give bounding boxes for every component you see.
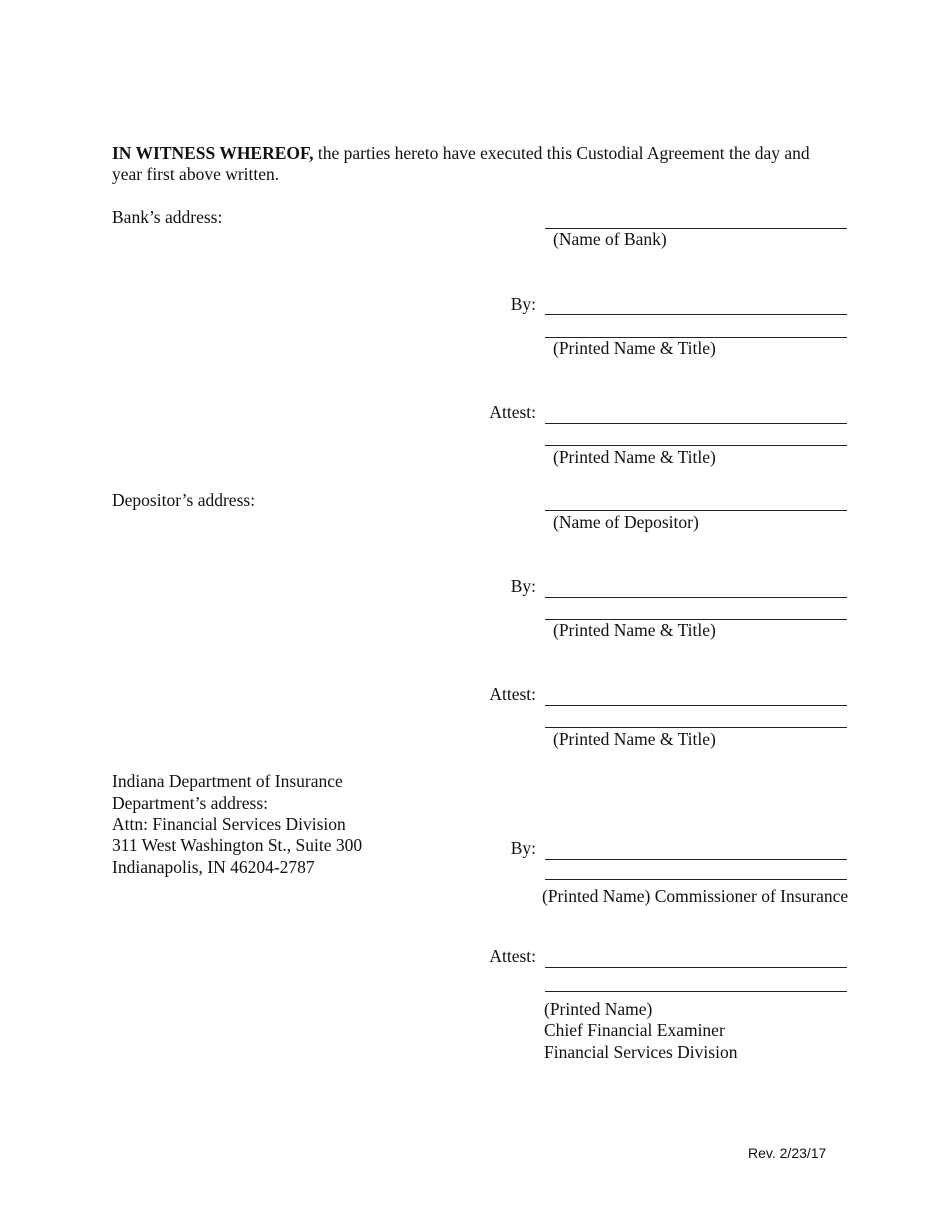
witness-paragraph	[112, 143, 842, 185]
department-attest-signature-line[interactable]	[545, 967, 847, 968]
depositor-attest-caption: (Printed Name & Title)	[553, 729, 716, 749]
department-address-line: Department’s address:	[112, 793, 268, 813]
department-attest-caption-line: Financial Services Division	[544, 1042, 738, 1062]
depositor-name-signature-line[interactable]	[545, 510, 847, 511]
bank-by-signature-line[interactable]	[545, 314, 847, 315]
department-by-label: By:	[510, 838, 536, 858]
depositor-attest-signature-line[interactable]	[545, 705, 847, 706]
depositor-by-signature-line[interactable]	[545, 597, 847, 598]
bank-attest-name-line[interactable]	[545, 445, 847, 446]
bank-attest-signature-line[interactable]	[545, 423, 847, 424]
depositor-by-label: By:	[510, 576, 536, 596]
depositor-by-caption: (Printed Name & Title)	[553, 620, 716, 640]
department-address-line: Indianapolis, IN 46204-2787	[112, 857, 315, 877]
department-address-line: Attn: Financial Services Division	[112, 814, 346, 834]
department-attest-caption-line: Chief Financial Examiner	[544, 1020, 725, 1040]
bank-attest-label: Attest:	[489, 402, 536, 422]
department-address-line: 311 West Washington St., Suite 300	[112, 835, 363, 855]
witness-text: the parties hereto have executed this Custodial Agreement the day and year first above written.	[112, 143, 810, 184]
bank-by-label: By:	[510, 294, 536, 314]
witness-heading: IN WITNESS WHEREOF,	[112, 143, 314, 163]
department-attest-caption-line: (Printed Name)	[544, 999, 653, 1019]
department-attest-label: Attest:	[489, 946, 536, 966]
depositor-attest-label: Attest:	[489, 684, 536, 704]
depositor-attest-name-line[interactable]	[545, 727, 847, 728]
department-attest-name-line[interactable]	[545, 991, 847, 992]
bank-address-label: Bank’s address:	[112, 207, 223, 227]
bank-name-caption: (Name of Bank)	[553, 229, 667, 249]
revision-date: Rev. 2/23/17	[748, 1145, 827, 1161]
depositor-name-caption: (Name of Depositor)	[553, 512, 699, 532]
department-by-signature-line[interactable]	[545, 859, 847, 860]
department-by-caption: (Printed Name) Commissioner of Insurance	[542, 886, 849, 906]
department-by-name-line[interactable]	[545, 879, 847, 880]
depositor-address-label: Depositor’s address:	[112, 490, 256, 510]
bank-attest-caption: (Printed Name & Title)	[553, 447, 716, 467]
bank-by-caption: (Printed Name & Title)	[553, 338, 716, 358]
department-address-line: Indiana Department of Insurance	[112, 771, 343, 791]
